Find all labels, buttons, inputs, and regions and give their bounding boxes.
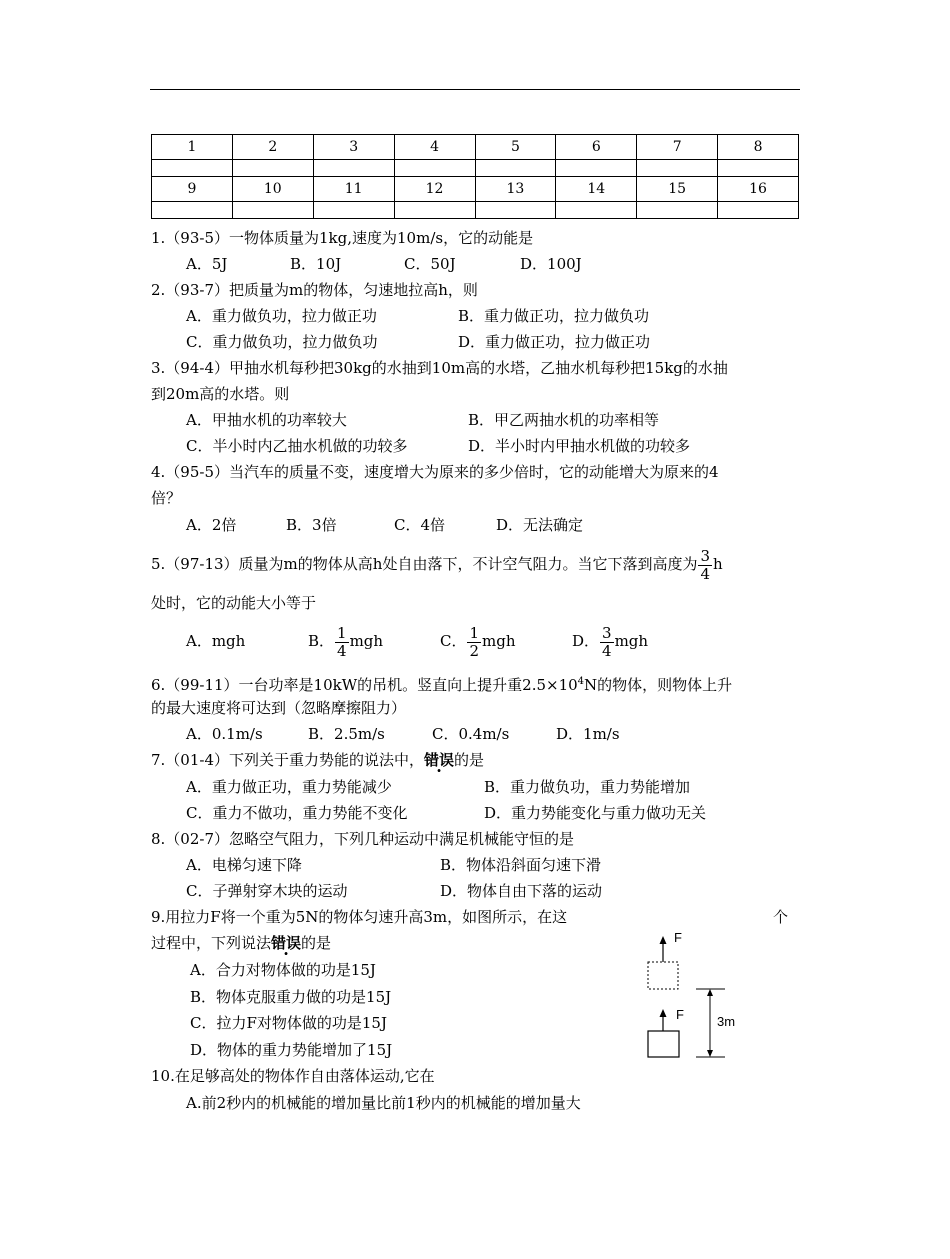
table-cell: 7: [637, 135, 718, 160]
table-cell: 1: [152, 135, 233, 160]
option-label: D．: [572, 632, 600, 650]
answer-table-row: [152, 202, 799, 219]
fraction-numerator: 1: [469, 623, 480, 642]
answer-cell: [394, 160, 475, 177]
q5-option-a: A．mgh: [186, 632, 246, 650]
header-rule: [150, 89, 800, 90]
table-cell: 6: [556, 135, 637, 160]
q10-stem: 10.在足够高处的物体作自由落体运动,它在: [151, 1067, 435, 1085]
q8-option-d: D．物体自由下落的运动: [440, 882, 603, 900]
table-cell: 16: [718, 177, 799, 202]
q2-stem: 2.（93-7）把质量为m的物体，匀速地拉高h，则: [151, 281, 478, 299]
answer-table: [151, 134, 799, 219]
table-cell: 14: [556, 177, 637, 202]
q4-stem-line1: 4.（95-5）当汽车的质量不变，速度增大为原来的多少倍时，它的动能增大为原来的4: [151, 463, 719, 481]
q1-option-c: C．50J: [404, 255, 456, 273]
answer-cell: [313, 160, 394, 177]
q4-option-a: A．2倍: [186, 516, 237, 534]
answer-cell: [637, 202, 718, 219]
table-cell: 8: [718, 135, 799, 160]
q9-stem-line1: 9.用拉力F将一个重为5N的物体匀速升高3m，如图所示，在这: [151, 908, 568, 926]
q7-option-b: B．重力做负功，重力势能增加: [484, 778, 691, 796]
q1-option-a: A．5J: [186, 255, 228, 273]
table-cell: 12: [394, 177, 475, 202]
answer-cell: [718, 160, 799, 177]
q2-option-a: A．重力做负功，拉力做正功: [186, 307, 377, 325]
q3-option-d: D．半小时内甲抽水机做的功较多: [468, 437, 691, 455]
option-fraction: [335, 625, 349, 660]
q5-stem-h: h: [713, 555, 723, 573]
answer-cell: [475, 160, 556, 177]
q6-stem-text-tail: N的物体，则物体上升: [584, 676, 733, 694]
answer-cell: [556, 160, 637, 177]
fraction-numerator: 1: [337, 623, 347, 642]
q8-option-c: C．子弹射穿木块的运动: [186, 882, 348, 900]
q9-emphasis: 错误: [271, 934, 302, 952]
q3-option-b: B．甲乙两抽水机的功率相等: [468, 411, 660, 429]
solid-box: [648, 1031, 679, 1057]
q6-option-d: D．1m/s: [556, 725, 620, 743]
q6-option-a: A．0.1m/s: [186, 725, 263, 743]
q5-option-b: [308, 622, 383, 660]
table-cell: 2: [232, 135, 313, 160]
option-label: C．: [440, 632, 467, 650]
q5-option-d: [572, 622, 648, 660]
q9-option-d: D．物体的重力势能增加了15J: [190, 1041, 393, 1059]
q3-option-a: A．甲抽水机的功率较大: [186, 411, 347, 429]
q9-stem-line2: [151, 933, 331, 953]
q9-stem-line1-tail: 个: [773, 908, 789, 926]
q5-stem-line2: 处时，它的动能大小等于: [151, 594, 317, 612]
q9-option-c: C．拉力F对物体做的功是15J: [190, 1014, 387, 1032]
table-cell: 15: [637, 177, 718, 202]
answer-cell: [152, 202, 233, 219]
option-text: mgh: [349, 632, 384, 650]
option-fraction: [467, 625, 481, 660]
option-text: mgh: [614, 632, 649, 650]
table-cell: 9: [152, 177, 233, 202]
option-label: B．: [308, 632, 335, 650]
height-arrow-up: [707, 989, 713, 996]
q3-option-c: C．半小时内乙抽水机做的功较多: [186, 437, 408, 455]
q7-emphasis: 错误: [424, 751, 455, 769]
answer-table-row: [152, 160, 799, 177]
q7-stem: [151, 750, 484, 770]
answer-cell: [556, 202, 637, 219]
q9-stem-text: 过程中，下列说法: [151, 934, 272, 952]
force-label-bottom: F: [676, 1007, 684, 1022]
answer-cell: [394, 202, 475, 219]
table-cell: 10: [232, 177, 313, 202]
q7-option-c: C．重力不做功，重力势能不变化: [186, 804, 408, 822]
table-cell: 4: [394, 135, 475, 160]
dashed-box: [648, 962, 678, 989]
q4-option-d: D．无法确定: [496, 516, 584, 534]
q2-option-b: B．重力做正功，拉力做负功: [458, 307, 650, 325]
height-label: 3m: [717, 1014, 736, 1029]
q10-option-a: A.前2秒内的机械能的增加量比前1秒内的机械能的增加量大: [186, 1094, 581, 1112]
table-cell: 11: [313, 177, 394, 202]
q4-stem-line2: 倍？: [151, 489, 182, 507]
answer-cell: [152, 160, 233, 177]
q9-option-b: B．物体克服重力做的功是15J: [190, 988, 392, 1006]
q5-stem-text: 5.（97-13）质量为m的物体从高h处自由落下，不计空气阻力。当它下落到高度为: [151, 555, 698, 573]
q7-option-a: A．重力做正功，重力势能减少: [186, 778, 392, 796]
q7-stem-text: 7.（01-4）下列关于重力势能的说法中，: [151, 751, 425, 769]
table-cell: 13: [475, 177, 556, 202]
q1-option-d: D．100J: [520, 255, 582, 273]
q1-stem: 1.（93-5）一物体质量为1kg,速度为10m/s，它的动能是: [151, 229, 534, 247]
q9-diagram: [630, 925, 760, 1065]
q4-option-c: C．4倍: [394, 516, 446, 534]
fraction-denominator: 4: [602, 641, 612, 660]
arrowhead-top: [660, 936, 667, 944]
answer-cell: [232, 202, 313, 219]
answer-cell: [637, 160, 718, 177]
fraction-denominator: 4: [700, 564, 710, 583]
fraction-denominator: 4: [337, 641, 347, 660]
q9-stem-tail: 的是: [301, 934, 332, 952]
table-cell: 3: [313, 135, 394, 160]
q6-stem-line2: 的最大速度将可达到（忽略摩擦阻力）: [151, 699, 407, 717]
q5-option-c: [440, 622, 516, 660]
option-fraction: [600, 625, 614, 660]
q9-option-a: A．合力对物体做的功是15J: [190, 961, 376, 979]
q2-option-c: C．重力做负功，拉力做负功: [186, 333, 378, 351]
fraction-denominator: 2: [469, 641, 480, 660]
q1-option-b: B．10J: [290, 255, 342, 273]
q4-option-b: B．3倍: [286, 516, 337, 534]
answer-cell: [232, 160, 313, 177]
height-arrow-down: [707, 1050, 713, 1057]
q8-option-a: A．电梯匀速下降: [186, 856, 302, 874]
q3-stem-line2: 到20m高的水塔。则: [151, 385, 290, 403]
q6-stem-text: 6.（99-11）一台功率是10kW的吊机。竖直向上提升重2.5×10: [151, 676, 578, 694]
answer-table-row: [152, 135, 799, 160]
q6-stem-line1: [151, 672, 732, 695]
q6-option-b: B．2.5m/s: [308, 725, 385, 743]
answer-table-row: [152, 177, 799, 202]
arrowhead-bottom: [660, 1009, 667, 1017]
answer-cell: [718, 202, 799, 219]
q6-option-c: C．0.4m/s: [432, 725, 510, 743]
fraction-numerator: 3: [700, 546, 710, 565]
q5-fraction: [698, 548, 712, 583]
answer-cell: [313, 202, 394, 219]
q7-option-d: D．重力势能变化与重力做功无关: [484, 804, 707, 822]
force-label-top: F: [674, 930, 682, 945]
q8-option-b: B．物体沿斜面匀速下滑: [440, 856, 602, 874]
fraction-numerator: 3: [602, 623, 612, 642]
q7-stem-tail: 的是: [454, 751, 485, 769]
q2-option-d: D．重力做正功，拉力做正功: [458, 333, 651, 351]
q5-stem-line1: [151, 545, 723, 583]
q6-exponent: 4: [577, 676, 585, 687]
table-cell: 5: [475, 135, 556, 160]
answer-cell: [475, 202, 556, 219]
q8-stem: 8.（02-7）忽略空气阻力，下列几种运动中满足机械能守恒的是: [151, 830, 575, 848]
option-text: mgh: [482, 632, 516, 650]
q3-stem-line1: 3.（94-4）甲抽水机每秒把30kg的水抽到10m高的水塔，乙抽水机每秒把15kg的水抽: [151, 359, 728, 377]
